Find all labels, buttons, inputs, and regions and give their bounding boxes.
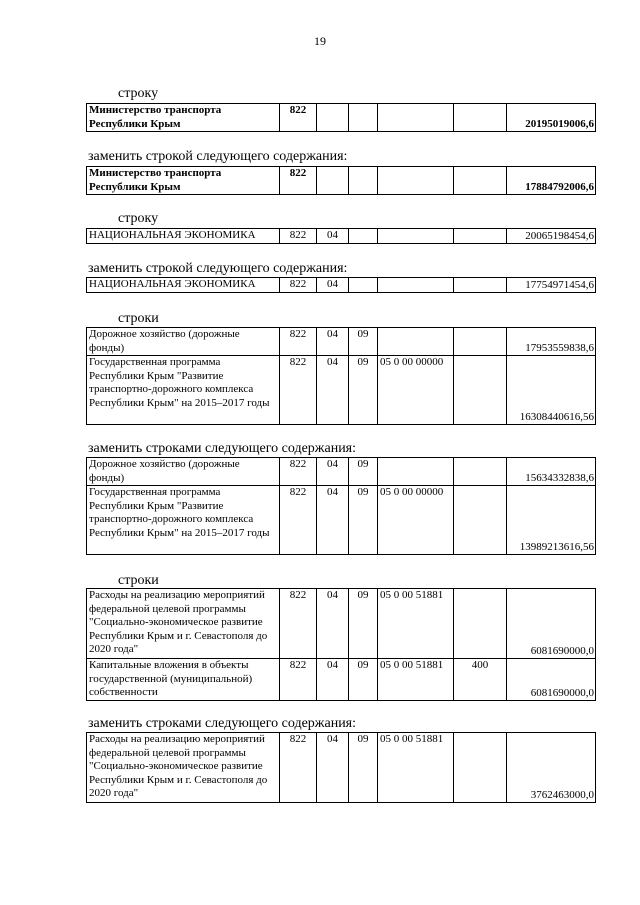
row-cs: 05 0 00 51881 <box>378 589 454 659</box>
row-vr <box>454 486 507 555</box>
row-vr <box>454 167 507 195</box>
section-heading: заменить строками следующего содержания: <box>88 441 357 456</box>
row-name: Расходы на реализацию мероприятий федеральной целевой программы "Социально-экономическое развитие Республики Крым и г. Севастополя до 2020 года" <box>87 733 280 803</box>
row-ved: 822 <box>280 589 317 659</box>
row-cs: 05 0 00 00000 <box>378 486 454 555</box>
table-row <box>87 486 596 555</box>
row-ved: 822 <box>280 278 317 293</box>
row-sum: 17953559838,6 <box>507 328 596 356</box>
row-sum: 17884792006,6 <box>507 167 596 195</box>
row-name: Капитальные вложения в объекты государственной (муниципальной) собственности <box>87 659 280 701</box>
row-rz: 04 <box>317 659 349 701</box>
row-name: Государственная программа Республики Крым "Развитие транспортно-дорожного комплекса Республики Крым" на 2015–2017 годы <box>87 486 280 555</box>
row-rz: 04 <box>317 486 349 555</box>
row-ved: 822 <box>280 458 317 486</box>
row-ved: 822 <box>280 486 317 555</box>
row-sum: 20195019006,6 <box>507 104 596 132</box>
table-row <box>87 278 596 293</box>
table-row <box>87 458 596 486</box>
row-rz <box>317 167 349 195</box>
row-sum: 15634332838,6 <box>507 458 596 486</box>
row-name: Министерство транспорта Республики Крым <box>87 167 280 195</box>
table-row <box>87 328 596 356</box>
row-rz: 04 <box>317 328 349 356</box>
budget-table <box>86 228 596 244</box>
row-vr <box>454 328 507 356</box>
row-name: Дорожное хозяйство (дорожные фонды) <box>87 328 280 356</box>
row-pr: 09 <box>349 733 378 803</box>
row-pr: 09 <box>349 589 378 659</box>
budget-table <box>86 457 596 555</box>
section-heading: строки <box>118 573 159 588</box>
row-pr: 09 <box>349 356 378 425</box>
table-row <box>87 104 596 132</box>
row-pr: 09 <box>349 458 378 486</box>
row-ved: 822 <box>280 659 317 701</box>
row-pr: 09 <box>349 328 378 356</box>
row-rz: 04 <box>317 229 349 244</box>
row-cs <box>378 104 454 132</box>
row-name: Министерство транспорта Республики Крым <box>87 104 280 132</box>
section-heading: заменить строкой следующего содержания: <box>88 261 348 276</box>
table-row <box>87 659 596 701</box>
row-sum: 3762463000,0 <box>507 733 596 803</box>
row-sum: 6081690000,0 <box>507 659 596 701</box>
row-vr <box>454 278 507 293</box>
section-heading: строку <box>118 86 159 101</box>
table-row <box>87 167 596 195</box>
table-row <box>87 356 596 425</box>
row-rz: 04 <box>317 458 349 486</box>
section-heading: заменить строкой следующего содержания: <box>88 149 348 164</box>
section-heading: заменить строками следующего содержания: <box>88 716 357 731</box>
row-cs <box>378 278 454 293</box>
section-heading: строку <box>118 211 159 226</box>
row-cs <box>378 167 454 195</box>
row-cs: 05 0 00 51881 <box>378 733 454 803</box>
table-row <box>87 229 596 244</box>
section-heading: строки <box>118 311 159 326</box>
row-sum: 20065198454,6 <box>507 229 596 244</box>
budget-table <box>86 588 596 701</box>
row-rz: 04 <box>317 589 349 659</box>
row-rz: 04 <box>317 356 349 425</box>
row-sum: 6081690000,0 <box>507 589 596 659</box>
row-name: Дорожное хозяйство (дорожные фонды) <box>87 458 280 486</box>
row-vr <box>454 589 507 659</box>
row-sum: 13989213616,56 <box>507 486 596 555</box>
row-pr: 09 <box>349 659 378 701</box>
row-pr <box>349 104 378 132</box>
budget-table <box>86 166 596 195</box>
row-cs: 05 0 00 00000 <box>378 356 454 425</box>
budget-table <box>86 277 596 293</box>
budget-table <box>86 732 596 803</box>
row-ved: 822 <box>280 167 317 195</box>
row-ved: 822 <box>280 328 317 356</box>
row-sum: 17754971454,6 <box>507 278 596 293</box>
row-ved: 822 <box>280 356 317 425</box>
row-cs <box>378 328 454 356</box>
row-ved: 822 <box>280 104 317 132</box>
budget-table <box>86 327 596 425</box>
row-sum: 16308440616,56 <box>507 356 596 425</box>
row-rz: 04 <box>317 733 349 803</box>
row-ved: 822 <box>280 229 317 244</box>
row-pr <box>349 167 378 195</box>
page-number: 19 <box>314 34 326 48</box>
row-name: Государственная программа Республики Крым "Развитие транспортно-дорожного комплекса Республики Крым" на 2015–2017 годы <box>87 356 280 425</box>
row-name: НАЦИОНАЛЬНАЯ ЭКОНОМИКА <box>87 278 280 293</box>
table-row <box>87 589 596 659</box>
row-cs: 05 0 00 51881 <box>378 659 454 701</box>
row-pr: 09 <box>349 486 378 555</box>
row-cs <box>378 458 454 486</box>
row-vr <box>454 733 507 803</box>
row-name: НАЦИОНАЛЬНАЯ ЭКОНОМИКА <box>87 229 280 244</box>
row-vr <box>454 458 507 486</box>
row-vr <box>454 356 507 425</box>
row-rz <box>317 104 349 132</box>
row-vr <box>454 229 507 244</box>
row-pr <box>349 278 378 293</box>
row-vr: 400 <box>454 659 507 701</box>
row-name: Расходы на реализацию мероприятий федеральной целевой программы "Социально-экономическое развитие Республики Крым и г. Севастополя до 2020 года" <box>87 589 280 659</box>
row-pr <box>349 229 378 244</box>
row-rz: 04 <box>317 278 349 293</box>
budget-table <box>86 103 596 132</box>
row-vr <box>454 104 507 132</box>
table-row <box>87 733 596 803</box>
row-cs <box>378 229 454 244</box>
row-ved: 822 <box>280 733 317 803</box>
